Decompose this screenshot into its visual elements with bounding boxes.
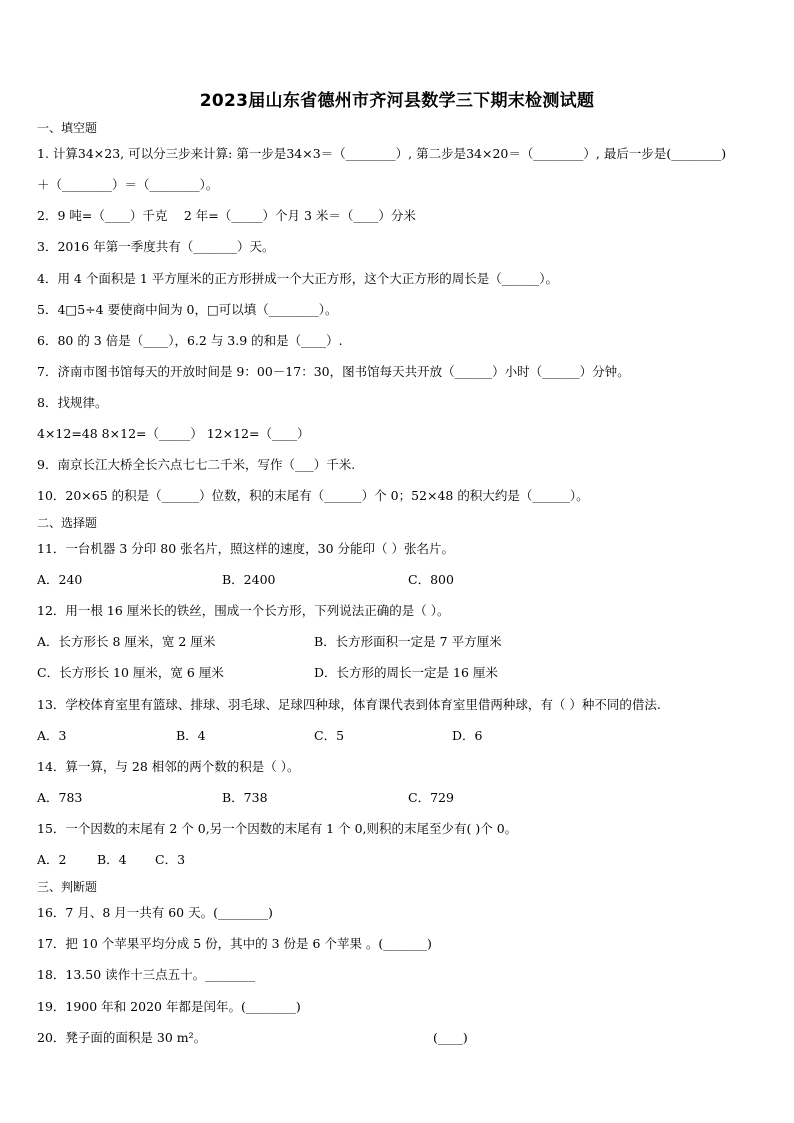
question-3: 3．2016 年第一季度共有（_______）天。 [37, 239, 275, 254]
q13-option-b: B．4 [176, 728, 206, 743]
question-9: 9．南京长江大桥全长六点七七二千米，写作（___）千米. [37, 457, 356, 472]
question-4: 4．用 4 个面积是 1 平方厘米的正方形拼成一个大正方形，这个大正方形的周长是（______）。 [37, 271, 559, 286]
question-7: 7．济南市图书馆每天的开放时间是 9：00－17：30，图书馆每天共开放（______）小时（______）分钟。 [37, 364, 630, 379]
question-14: 14．算一算，与 28 相邻的两个数的积是（ ）。 [37, 759, 300, 774]
q15-option-c: C．3 [155, 852, 186, 867]
q15-option-b: B．4 [97, 852, 127, 867]
q13-option-a: A．3 [37, 728, 67, 743]
question-8: 8．找规律。 [37, 395, 108, 410]
page-title: 2023届山东省德州市齐河县数学三下期末检测试题 [199, 91, 595, 111]
question-20: 20．凳子面的面积是 30 m²。 [37, 1030, 207, 1045]
q13-option-c: C．5 [314, 728, 345, 743]
q12-option-b: B．长方形面积一定是 7 平方厘米 [314, 634, 502, 649]
question-6: 6．80 的 3 倍是（____），6.2 与 3.9 的和是（____）. [37, 333, 343, 348]
q15-option-a: A．2 [37, 852, 67, 867]
question-5: 5．4□5÷4 要使商中间为 0，□可以填（________）。 [37, 302, 338, 317]
q13-option-d: D．6 [452, 728, 483, 743]
question-18: 18．13.50 读作十三点五十。________ [37, 967, 256, 982]
question-16: 16．7 月、8 月一共有 60 天。(________) [37, 905, 273, 920]
section-heading-choice: 二、选择题 [37, 516, 98, 530]
q14-option-c: C．729 [408, 790, 454, 805]
question-2: 2．9 吨=（____）千克 2 年=（_____）个月 3 米＝（____）分米 [37, 208, 416, 223]
question-12: 12．用一根 16 厘米长的铁丝，围成一个长方形，下列说法正确的是（ ）。 [37, 603, 450, 618]
q14-option-a: A．783 [37, 790, 83, 805]
question-19: 19．1900 年和 2020 年都是闰年。(________) [37, 999, 301, 1014]
section-heading-judge: 三、判断题 [37, 880, 98, 894]
q11-option-b: B．2400 [222, 572, 276, 587]
q12-option-d: D．长方形的周长一定是 16 厘米 [314, 665, 498, 680]
q12-option-a: A．长方形长 8 厘米，宽 2 厘米 [37, 634, 216, 649]
question-11: 11．一台机器 3 分印 80 张名片，照这样的速度，30 分能印（ ）张名片。 [37, 541, 455, 556]
question-13: 13．学校体育室里有篮球、排球、羽毛球、足球四种球，体育课代表到体育室里借两种球，有（ ）种不同的借法. [37, 697, 661, 712]
question-1-line-1: 1. 计算34×23, 可以分三步来计算: 第一步是34×3＝（________）, 第二步是34×20＝（________）, 最后一步是(________) [37, 146, 727, 161]
q12-option-c: C．长方形长 10 厘米，宽 6 厘米 [37, 665, 224, 680]
question-20-blank: (____) [433, 1030, 468, 1045]
question-8-pattern: 4×12=48 8×12=（_____） 12×12=（____） [37, 426, 310, 441]
q11-option-a: A．240 [37, 572, 83, 587]
question-15: 15．一个因数的末尾有 2 个 0,另一个因数的末尾有 1 个 0,则积的末尾至少有( )个 0。 [37, 821, 518, 836]
q11-option-c: C．800 [408, 572, 454, 587]
question-1-line-2: ＋（________）＝（________）。 [37, 177, 219, 192]
section-heading-fill-blank: 一、填空题 [37, 121, 98, 135]
question-17: 17．把 10 个苹果平均分成 5 份，其中的 3 份是 6 个苹果 。(_______) [37, 936, 432, 951]
question-10: 10．20×65 的积是（______）位数，积的末尾有（______）个 0；52×48 的积大约是（______）。 [37, 488, 589, 503]
q14-option-b: B．738 [222, 790, 268, 805]
